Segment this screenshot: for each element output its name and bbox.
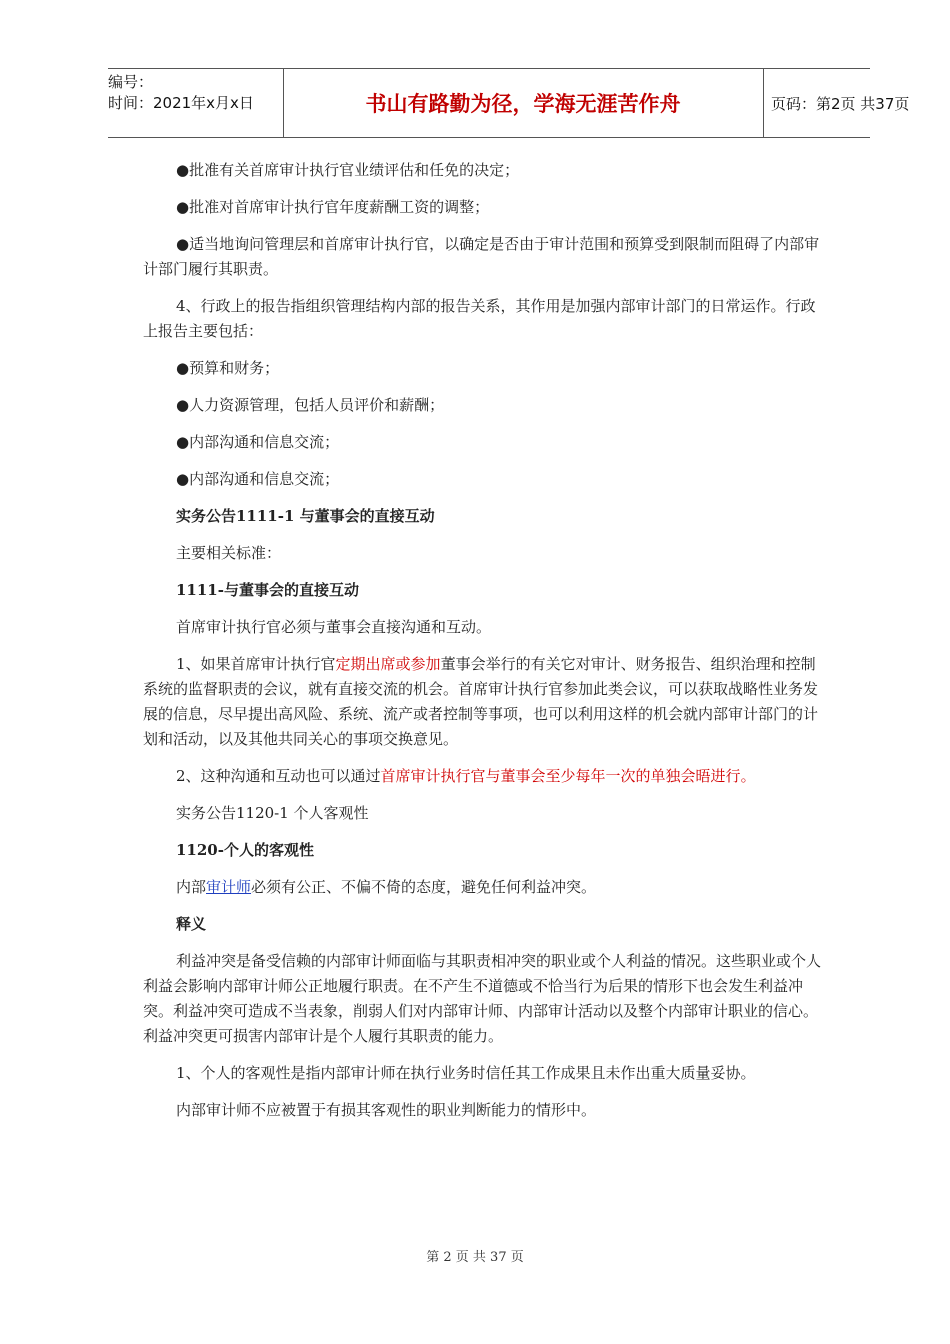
bullet-paragraph: ●适当地询问管理层和首席审计执行官，以确定是否由于审计范围和预算受到限制而阻碍了内部审计部门履行其职责。 (143, 235, 820, 278)
bullet-paragraph: ●批准有关首席审计执行官业绩评估和任免的决定； (176, 161, 520, 179)
document-number-label: 编号： (108, 73, 154, 91)
document-body (143, 158, 823, 1135)
paragraph: 主要相关标准： (176, 544, 282, 562)
paragraph (143, 764, 823, 789)
bullet-paragraph: ●内部沟通和信息交流； (176, 470, 340, 488)
header-meta (108, 69, 284, 137)
text-run: 董事会举行的有关它对审计、财务报告、组织治理和控制系统的监督职责的会议，就有直接交流的机会。首席审计执行官参加此类会议，可以获取战略性业务发展的信息，尽早提出高风险、系统、流产或者控制等事项，也可以利用这样的机会就内部审计部门的计划和活动，以及其他共同关心的事项交换意见。 (143, 655, 819, 748)
page-header (108, 68, 910, 138)
document-date: 时间：2021年x月x日 (108, 94, 254, 112)
text-run: 必须有公正、不偏不倚的态度，避免任何利益冲突。 (251, 878, 597, 896)
paragraph (143, 875, 823, 900)
paragraph: 首席审计执行官必须与董事会直接沟通和互动。 (176, 618, 492, 636)
section-heading: 实务公告1111-1 与董事会的直接互动 (176, 507, 435, 525)
paragraph: 1、个人的客观性是指内部审计师在执行业务时信任其工作成果且未作出重大质量妥协。 (176, 1064, 756, 1082)
section-heading: 1120-个人的客观性 (176, 841, 314, 859)
highlighted-text: 定期出席或参加 (335, 655, 441, 673)
text-run: 2、这种沟通和互动也可以通过 (176, 767, 381, 785)
bullet-paragraph: ●批准对首席审计执行官年度薪酬工资的调整； (176, 198, 490, 216)
section-heading: 1111-与董事会的直接互动 (176, 581, 359, 599)
auditor-link[interactable]: 审计师 (206, 878, 252, 896)
paragraph (143, 652, 823, 752)
paragraph: 内部审计师不应被置于有损其客观性的职业判断能力的情形中。 (176, 1101, 597, 1119)
header-motto: 书山有路勤为径，学海无涯苦作舟 (283, 69, 764, 137)
header-page-info: 页码：第2页 共37页 (771, 94, 910, 113)
text-run: 。 (740, 767, 756, 785)
section-heading: 实务公告1120-1 个人客观性 (176, 804, 369, 822)
bullet-paragraph: ●内部沟通和信息交流； (176, 433, 340, 451)
paragraph: 利益冲突是备受信赖的内部审计师面临与其职责相冲突的职业或个人利益的情况。这些职业或个人利益会影响内部审计师公正地履行职责。在不产生不道德或不恰当行为后果的情形下也会发生利益冲突。利益冲突可造成不当表象，削弱人们对内部审计师、内部审计活动以及整个内部审计职业的信心。利益冲突更可损害内部审计是个人履行其职责的能力。 (143, 952, 822, 1045)
section-heading: 释义 (176, 915, 207, 933)
paragraph: 4、行政上的报告指组织管理结构内部的报告关系，其作用是加强内部审计部门的日常运作。行政上报告主要包括： (143, 297, 816, 340)
bullet-paragraph: ●人力资源管理，包括人员评价和薪酬； (176, 396, 445, 414)
bullet-paragraph: ●预算和财务； (176, 359, 280, 377)
page-footer: 第 2 页 共 37 页 (426, 1250, 524, 1265)
text-run: 1、如果首席审计执行官 (176, 655, 336, 673)
highlighted-text: 首席审计执行官与董事会至少每年一次的单独会晤进行 (380, 767, 741, 785)
text-run: 内部 (176, 878, 207, 896)
